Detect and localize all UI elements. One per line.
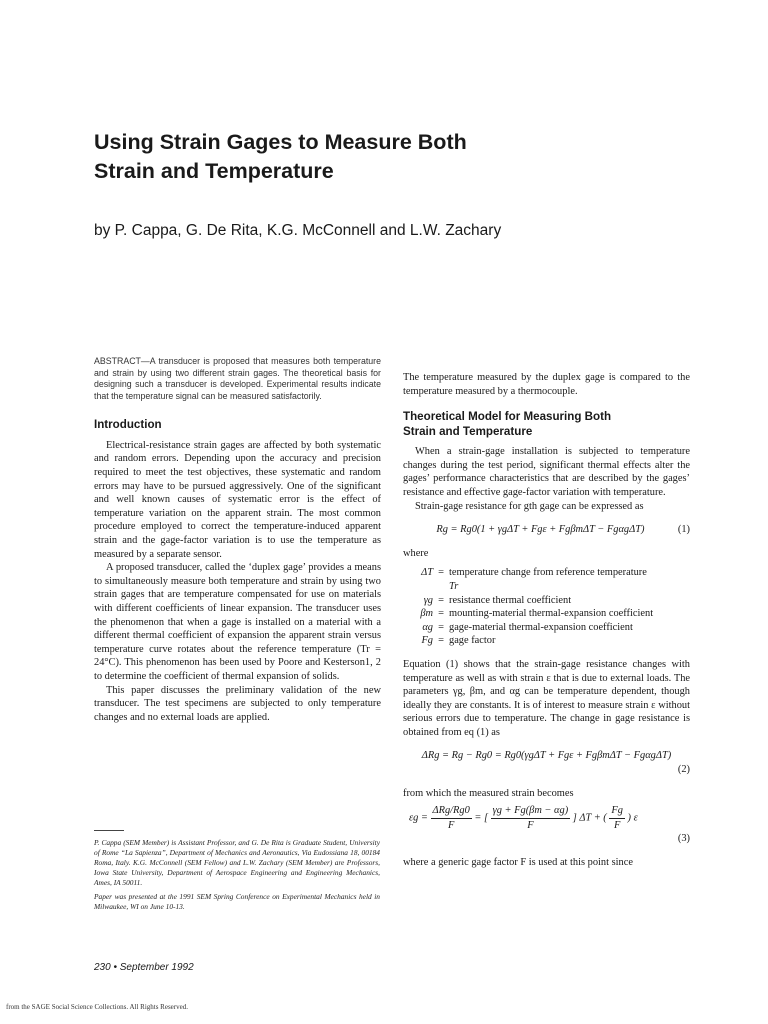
equation-1-body: Rg = Rg0(1 + γgΔT + Fgε + FgβmΔT − FgαgΔT) (436, 524, 645, 536)
theory-heading-line-2: Strain and Temperature (403, 424, 533, 438)
page-number-date: 230 • September 1992 (94, 962, 194, 973)
footnote-affiliations: P. Cappa (SEM Member) is Assistant Professor, and G. De Rita is Graduate Student, University of Rome “La Sapienza”, Department of Mechanics and Aeronautics, Via Eudossiana 18, 00184 Roma, Italy. K.G. McConnell (SEM Fellow) and L.W. Zachary (SEM Member) are Professors, Iowa State University, Department of Aerospace Engineering and Engineering Mechanics, Ames, IA 50011. (94, 838, 380, 887)
right-paragraph-0: The temperature measured by the duplex gage is compared to the temperature measured by a thermocouple. (403, 372, 690, 397)
equation-2 (403, 749, 690, 776)
title-line-2: Strain and Temperature (94, 159, 334, 183)
definition-symbol: αg (422, 621, 433, 633)
definition-text: gage-material thermal-expansion coefficient (449, 621, 633, 633)
title-line-1: Using Strain Gages to Measure Both (94, 130, 467, 154)
footnote (94, 838, 380, 916)
equation-1 (403, 523, 690, 537)
intro-paragraph-3: This paper discusses the preliminary validation of the new transducer. The test specimens are subjected to only temperature changes and no external loads are applied. (94, 684, 381, 723)
theory-heading (403, 410, 690, 439)
definition-text: temperature change from reference temperature (449, 567, 647, 579)
theory-paragraph-3: Equation (1) shows that the strain-gage resistance changes with temperature as well as with strain ε that is due to external loads. The parameters γg, βm, and αg can be temperature dependent, though ideally they are constants. It is of interest to measure strain ε without serious errors due to temperature. The change in gage resistance is obtained from eq (1) as (403, 658, 690, 738)
theory-paragraph-1: When a strain-gage installation is subjected to temperature changes during the test period, significant thermal effects alter the gages’ performance characteristics that are described by the gages’ resistance and effective gage-factor variation with temperature. (403, 446, 690, 498)
abstract: ABSTRACT—A transducer is proposed that measures both temperature and strain by using two different strain gages. The theoretical basis for designing such a transducer is developed. Experimental results indicate that the temperature signal can be measured satisfactorily. (94, 356, 381, 401)
where-label: where (403, 547, 429, 559)
fraction: $\frac{\text{ΔRg/Rg0}}{F}$ (432, 805, 470, 831)
definition-row: Fg = gage factor (403, 634, 690, 648)
equation-3-body: εg = $\frac{\text{ΔRg/Rg0}}{F}$ = [ $\frac{\gamma g + Fg(\beta m - \alpha g)}{F}$ ] ΔT + ( $\frac{Fg}{F}$ ) ε (409, 805, 638, 831)
definition-symbol: ΔT (421, 567, 433, 579)
intro-heading: Introduction (94, 418, 162, 432)
equation-2-number: (2) (677, 764, 690, 776)
theory-paragraph-5: where a generic gage factor F is used at this point since (403, 857, 633, 869)
equation-2-body: ΔRg = Rg − Rg0 = Rg0(γgΔT + Fgε + FgβmΔT − FgαgΔT) (421, 750, 672, 762)
definition-row: γg = resistance thermal coefficient (403, 594, 690, 608)
definition-continuation: Tr (449, 580, 459, 592)
fraction: $\frac{Fg}{F}$ (611, 805, 623, 831)
intro-paragraph-1: Electrical-resistance strain gages are affected by both systematic and random errors. Depending upon the accuracy and precision required to meet the test objectives, these systematic and random errors may have to be pursued aggressively. One of the significant and well known causes of systematic error is the effect of temperature variation on the apparent strain. The most common procedure employed to correct the temperature-induced apparent strain and the gage-factor variation is to use the temperature as measured by a separate sensor. (94, 439, 381, 560)
definition-row: βm = mounting-material thermal-expansion coefficient (403, 607, 690, 621)
theory-heading-line-1: Theoretical Model for Measuring Both (403, 410, 612, 424)
theory-paragraph-4: from which the measured strain becomes (403, 787, 574, 799)
equation-1-number: (1) (677, 524, 690, 536)
definition-symbol: βm (420, 608, 433, 620)
right-column (403, 371, 690, 870)
fraction: $\frac{\gamma g + Fg(\beta m - \alpha g)}{F}$ (492, 805, 569, 831)
left-column (94, 356, 381, 724)
footnote-conference: Paper was presented at the 1991 SEM Spring Conference on Experimental Mechanics held in Milwaukee, WI on June 10-13. (94, 892, 380, 911)
definition-text: mounting-material thermal-expansion coefficient (449, 608, 654, 620)
equation-3-number: (3) (677, 833, 690, 845)
page-title (94, 128, 654, 186)
theory-paragraph-2: Strain-gage resistance for gth gage can be expressed as (415, 500, 644, 512)
source-notice: from the SAGE Social Science Collections. All Rights Reserved. (6, 1003, 188, 1011)
footnote-divider (94, 830, 124, 831)
definition-symbol: Fg (421, 635, 433, 647)
definition-text: resistance thermal coefficient (449, 594, 572, 606)
definition-row: ΔT = temperature change from reference temperature (403, 566, 690, 580)
intro-paragraph-2: A proposed transducer, called the ‘duplex gage’ provides a means to simultaneously measure both temperature and strain by using two strain gages that are temperature compensated for use on materials with different coefficients of linear expansion. The transducer uses the phenomenon that when a gage is installed on a material with a different thermal coefficient of expansion the apparent strain versus temperature curve rotates about the reference temperature (Tr = 24°C). This phenomenon has been used by Poore and Kesterson1, 2 to determine the coefficient of thermal expansion of solids. (94, 562, 381, 682)
definition-text: gage factor (449, 635, 496, 647)
equation-3 (403, 804, 690, 846)
definition-row: αg = gage-material thermal-expansion coefficient (403, 621, 690, 635)
symbol-definitions (403, 566, 690, 648)
authors: by P. Cappa, G. De Rita, K.G. McConnell and L.W. Zachary (94, 222, 502, 239)
definition-symbol: γg (423, 594, 433, 606)
